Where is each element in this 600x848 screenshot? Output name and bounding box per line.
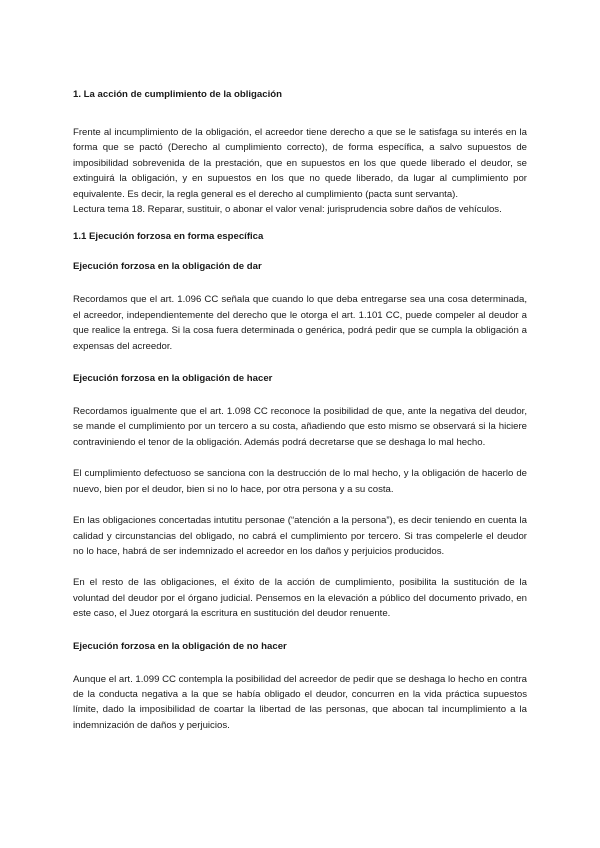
paragraph-dar: Recordamos que el art. 1.096 CC señala que cuando lo que deba entregarse sea una cosa determinada, el acreedor, independientemente del derecho que le otorga el art. 1.101 CC, puede compeler al deudor a que realice la entrega. Si la cosa fuera determinada o genérica, podrá pedir que se cumpla la obligación a expensas del acreedor. xyxy=(73,294,527,352)
intro-paragraph: Frente al incumplimiento de la obligación, el acreedor tiene derecho a que se le satisfaga su interés en la forma que se pactó (Derecho al cumplimiento correcto), de forma específica, a salvo supuestos de imposibilidad sobrevenida de la prestación, que en supuestos en los que quede liberado el deudor, se extinguirá la obligación, y en supuestos en los que no quede liberado, da lugar al cumplimiento por equivalente. Es decir, la regla general es el derecho al cumplimiento (pacta sunt servanta). xyxy=(73,127,527,200)
section-heading-1: 1. La acción de cumplimiento de la obligación xyxy=(73,89,282,100)
subheading-dar: Ejecución forzosa en la obligación de dar xyxy=(73,261,262,273)
paragraph-hacer-2: El cumplimiento defectuoso se sanciona con la destrucción de lo mal hecho, y la obligación de hacerlo de nuevo, bien por el deudor, bien si no lo hace, por otra persona y a su costa. xyxy=(73,468,527,495)
subheading-hacer: Ejecución forzosa en la obligación de hacer xyxy=(73,373,273,385)
paragraph-hacer-4: En el resto de las obligaciones, el éxito de la acción de cumplimiento, posibilita la sustitución de la voluntad del deudor por el órgano judicial. Pensemos en la elevación a público del documento privado, en este caso, el Juez otorgará la escritura en sustitución del deudor renuente. xyxy=(73,577,527,620)
paragraph-hacer-1: Recordamos igualmente que el art. 1.098 CC reconoce la posibilidad de que, ante la negativa del deudor, se mande el cumplimiento por un tercero a su costa, añadiendo que esto mismo se observará si la hiciere contraviniendo el tenor de la obligación. Además podrá decretarse que se deshaga lo mal hecho. xyxy=(73,406,527,448)
paragraph-hacer-3: En las obligaciones concertadas intutitu personae (“atención a la persona”), es decir teniendo en cuenta la calidad y circunstancias del obligado, no cabrá el cumplimiento por tercero. Si tras compelerle el deudor no lo hace, habrá de ser indemnizado el acreedor en los daños y perjuicios producidos. xyxy=(73,515,527,557)
paragraph-no-hacer: Aunque el art. 1.099 CC contempla la posibilidad del acreedor de pedir que se deshaga lo hecho en contra de la conducta negativa a la que se había obligado el deudor, concurren en la vida práctica supuestos límite, dado la imposibilidad de coartar la libertad de las personas, que abocan tal incumplimiento a la indemnización de daños y perjuicios. xyxy=(73,673,527,731)
section-heading-1-1: 1.1 Ejecución forzosa en forma específica xyxy=(73,231,264,243)
subheading-no-hacer: Ejecución forzosa en la obligación de no hacer xyxy=(73,640,287,652)
reading-note: Lectura tema 18. Reparar, sustituir, o abonar el valor venal: jurisprudencia sobre daños de vehículos. xyxy=(73,204,502,216)
